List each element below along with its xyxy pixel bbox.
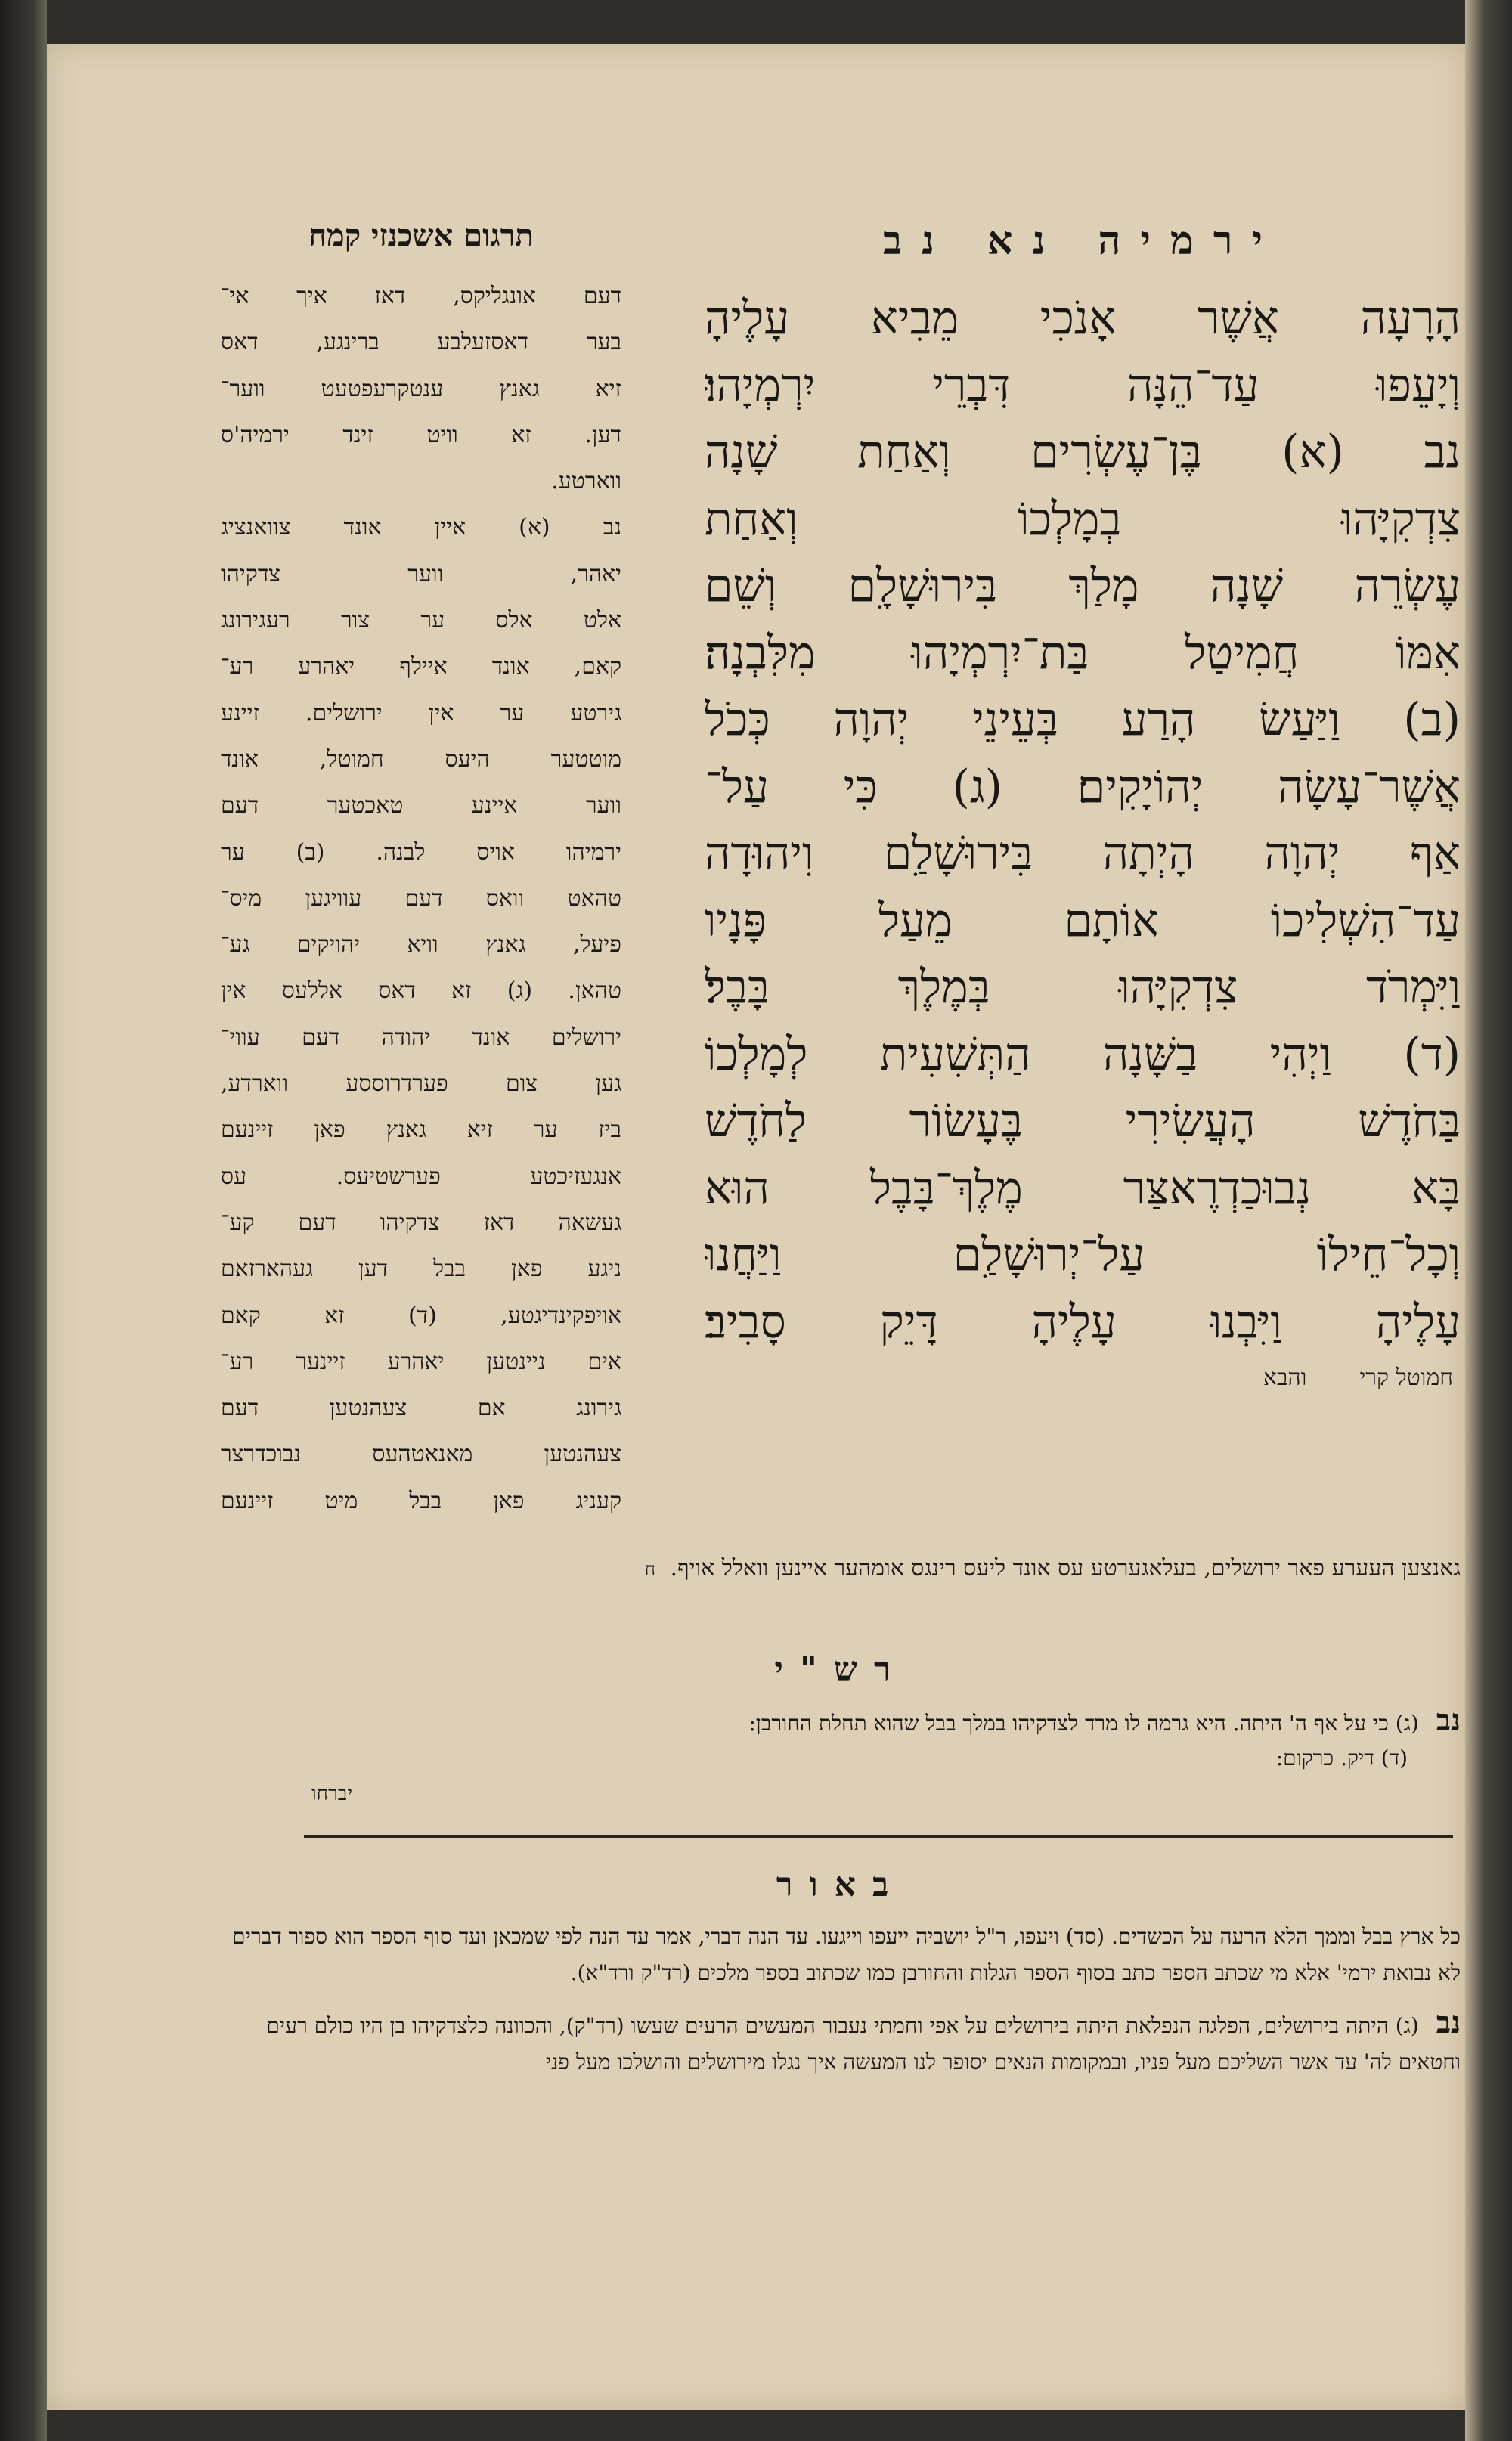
targum-line: מוטטער היעס חמוטל, אונד [221,745,621,773]
main-line: (ד) וַיְהִי בַשָּׁנָה הַתְּשִׁעִית לְמָלְכוֹ [705,1027,1461,1081]
main-line: אַף יְהוָה הָיְתָה בִּירוּשָׁלִַם וִיהוּדָה [705,827,1461,880]
targum-line: נב (א) איין אונד צוואנציג [221,514,621,541]
main-line: וַיִּמְרֹד צִדְקִיָּהוּ בְּמֶלֶךְ בָּבֶל׃ [705,961,1461,1014]
main-line: בָּא נְבוּכַדְרֶאצַּר מֶלֶךְ־בָּבֶל הוּא [705,1161,1461,1215]
biur-paragraph-text: (ג) היתה בירושלים, הפלגה הנפלאת היתה בירושלים על אפי וחמתי נעבור המעשים הרעים שעשו (רד"ק), והכוונה כלצדקיהו בן היו כולם רעים וחטאים לה' עד אשר השליכם מעל פניו, ובמקומות הנאים יסופר לנו המעשה איך נגלו מירושלים והושלכו מעל פני [266,2013,1461,2074]
targum-line: ירמיהו אויס לבנה. (ב) ער [221,838,621,866]
targum-line: צעהנטען מאנאטהעס נבוכדרצר [221,1441,621,1468]
running-head-main: ירמיה נא נב [882,218,1283,264]
main-text-column [705,218,1461,1391]
main-line: הָרָעָה אֲשֶׁר אָנֹכִי מֵבִיא עָלֶיהָ [705,292,1461,345]
biur-commentary [221,1919,1461,2094]
main-line: עָלֶיהָ וַיִּבְנוּ עָלֶיהָ דָּיֵק סָבִיב׃ [705,1295,1461,1349]
targum-line: זיא גאנץ ענטקרעפטעט ווער־ [221,375,621,402]
keri-notes [705,1365,1461,1391]
chapter-mark: נב [1436,1702,1461,1738]
targum-line: אים ניינטען יאהרע זיינער רע־ [221,1348,621,1375]
running-head-targum: תרגום אשכנזי קמח [308,218,534,253]
catchword: יברחו [311,1783,353,1805]
targum-bottom-text: גאנצען העערע פאר ירושלים, בעלאגערטע עס אונד ליעס רינגס אומהער איינען וואלל אויף. [670,1555,1461,1581]
targum-line: ביז ער זיא גאנץ פאן זיינעם [221,1117,621,1144]
keri-note: חמוטל קרי [1359,1365,1453,1391]
verse-mark: ח [644,1559,655,1580]
targum-line: אנגעזיכטע פערשטיעס. עס [221,1163,621,1190]
biur-heading: באור [776,1866,906,1904]
targum-line: געשאה דאז צדקיהו דעם קע־ [221,1209,621,1236]
section-divider [304,1835,1453,1838]
biur-paragraph-2 [221,2005,1461,2080]
targum-line: ווער איינע טאכטער דעם [221,792,621,819]
main-text [705,285,1461,1355]
targum-line: אלט אלס ער צור רעגירונג [221,607,621,634]
main-line: וְיָעֵפוּ עַד־הֵנָּה דִּבְרֵי יִרְמְיָהוּ׃ [705,358,1461,412]
main-line: נב (א) בֶּן־עֶשְׂרִים וְאַחַת שָׁנָה [705,426,1461,479]
rashi-line: (ד) דיק. כרקום: [1275,1746,1408,1770]
rashi-heading: רש"י [774,1650,907,1689]
rashi-commentary [221,1703,1461,1776]
main-line: אִמּוֹ חֲמִיטַל בַּת־יִרְמְיָהוּ מִלִּבְנָה׃ [705,626,1461,680]
targum-line: אויפקינדיגטע, (ד) זא קאם [221,1302,621,1329]
targum-line: בער דאסזעלבע ברינגע, דאס [221,329,621,356]
targum-line: יאהר, ווער צדקיהו [221,560,621,587]
keri-note: והבא [1263,1365,1307,1391]
targum-line: ווארטע. [551,468,621,495]
targum-line: קאם, אונד איילף יאהרע רע־ [221,653,621,680]
main-line: עַד־הִשְׁלִיכוֹ אוֹתָם מֵעַל פָּנָיו [705,894,1461,947]
targum-line: טהאט וואס דעם עוויגען מיס־ [221,884,621,912]
book-edge-left [0,0,47,2441]
main-line: וְכָל־חֵילוֹ עַל־יְרוּשָׁלִַם וַיַּחֲנוּ [705,1228,1461,1281]
main-line: צִדְקִיָּהוּ בְמָלְכוֹ וְאַחַת [705,492,1461,546]
book-edge-right [1465,0,1512,2441]
targum-line: גען צום פערדרוססע ווארדע, [221,1070,621,1098]
main-line: עֶשְׂרֵה שָׁנָה מָלַךְ בִּירוּשָׁלִָם וְשֵׁם [705,559,1461,612]
targum-line: פיעל, גאנץ וויא יהויקים גע־ [221,931,621,959]
main-line: אֲשֶׁר־עָשָׂה יְהוֹיָקִים׃ (ג) כִּי עַל־ [705,760,1461,813]
main-line: בַּחֹדֶשׁ הָעֲשִׂירִי בֶּעָשׂוֹר לַחֹדֶשׁ [705,1095,1461,1148]
chapter-mark: נב [1436,2005,1461,2040]
targum-line: ירושלים אונד יהודה דעם עווי־ [221,1024,621,1051]
rashi-line: (ג) כי על אף ה' היתה. היא גרמה לו מרד לצדקיהו במלך בבל שהוא תחלת החורבן: [748,1711,1419,1736]
biur-paragraph: כל ארץ בבל וממך הלא הרעה על הכשדים. (סד) ויעפו, ר"ל יושביה ייעפו וייגעו. עד הנה דברי, אמר עד הנה לפי שמכאן ועד סוף הספר הוא ספור דברים לא נבואת ירמי' אלא מי שכתב הספר כתב בסוף הספר הגלות והחורבן כמו שכתוב בספר מלכים (רד"ק ורד"א). [232,1924,1461,1985]
targum-continuation [221,1548,1461,1590]
targum-line: ניגע פאן בבל דען געהארזאם [221,1256,621,1283]
book-page [47,44,1465,2410]
targum-column [221,218,621,1524]
targum-line: גירטע ער אין ירושלים. זיינע [221,699,621,726]
targum-line: דען. זא וויט זינד ירמיה'ס [221,421,621,448]
targum-line: קעניג פאן בבל מיט זיינעם [221,1487,621,1514]
targum-line: דעם אונגליקס, דאז איך אי־ [221,283,621,309]
targum-line: טהאן. (ג) זא דאס אללעס אין [221,977,621,1005]
main-line: (ב) וַיַּעַשׂ הָרַע בְּעֵינֵי יְהוָה כְּכֹל [705,693,1461,746]
page-content [221,195,1461,2236]
targum-line: גירונג אם צעהנטען דעם [221,1395,621,1422]
